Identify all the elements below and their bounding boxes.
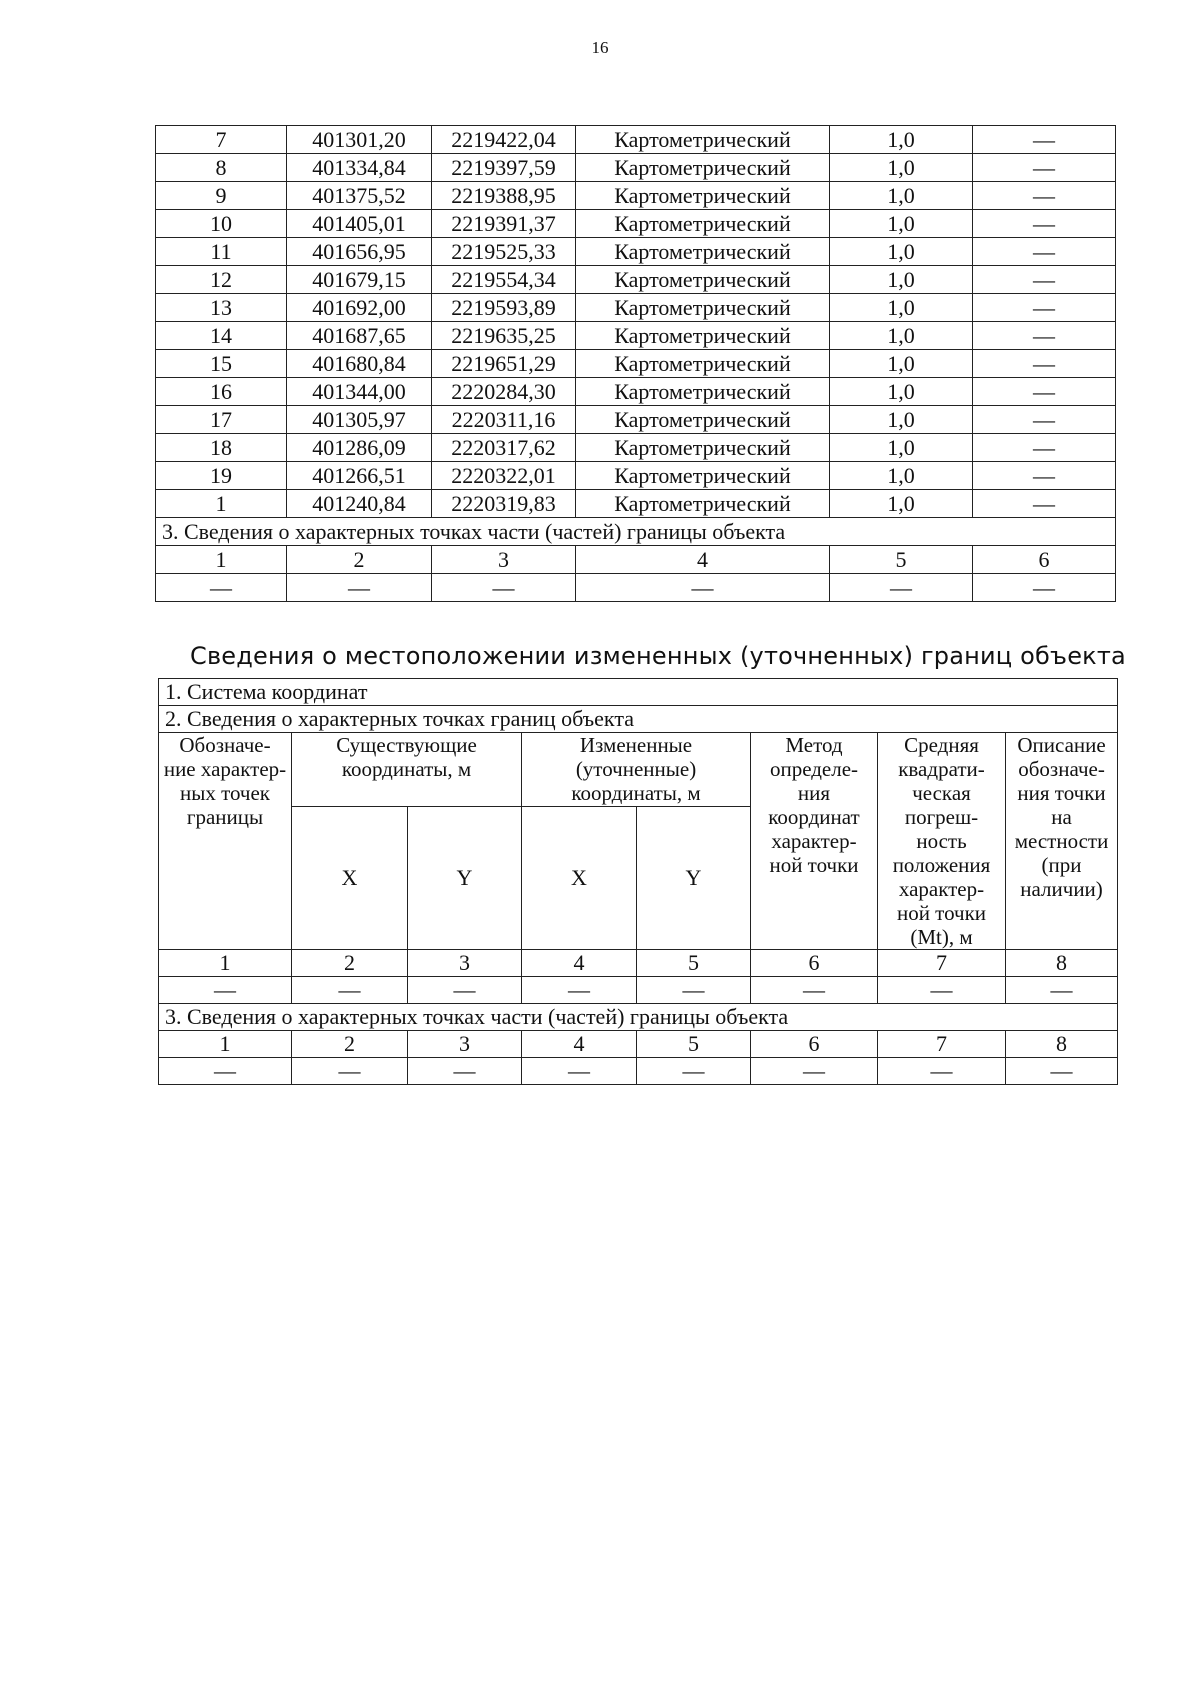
col-number: 8: [1006, 950, 1118, 977]
table-row: [156, 490, 1116, 518]
header-changed-x: X: [522, 807, 637, 950]
col-number: 6: [751, 1031, 878, 1058]
coord-x: 401301,20: [287, 126, 432, 154]
accuracy: 1,0: [830, 182, 973, 210]
empty-row: [159, 977, 1118, 1004]
table-row: [156, 434, 1116, 462]
description: —: [973, 294, 1116, 322]
accuracy: 1,0: [830, 406, 973, 434]
empty-cell: —: [830, 574, 973, 602]
col-number: 7: [878, 1031, 1006, 1058]
header-existing-coords: Существующие координаты, м: [292, 733, 522, 807]
empty-cell: —: [159, 1058, 292, 1085]
method: Картометрический: [576, 182, 830, 210]
table-row: [156, 210, 1116, 238]
description: —: [973, 182, 1116, 210]
description: —: [973, 154, 1116, 182]
coord-x: 401344,00: [287, 378, 432, 406]
coord-x: 401679,15: [287, 266, 432, 294]
description: —: [973, 238, 1116, 266]
table-row: [156, 322, 1116, 350]
part-section-row: 3. Сведения о характерных точках части (частей) границы объекта: [159, 1004, 1118, 1031]
col-number: 3: [408, 950, 522, 977]
table-row: [156, 378, 1116, 406]
col-number: 7: [878, 950, 1006, 977]
description: —: [973, 350, 1116, 378]
description: —: [973, 126, 1116, 154]
description: —: [973, 490, 1116, 518]
method: Картометрический: [576, 462, 830, 490]
accuracy: 1,0: [830, 294, 973, 322]
col-number: 5: [830, 546, 973, 574]
description: —: [973, 462, 1116, 490]
header-existing-x: X: [292, 807, 408, 950]
accuracy: 1,0: [830, 126, 973, 154]
accuracy: 1,0: [830, 490, 973, 518]
empty-cell: —: [408, 977, 522, 1004]
changed-borders-table: [158, 678, 1118, 1085]
part-empty-row: [159, 1058, 1118, 1085]
part-col-numbers-row: [159, 1031, 1118, 1058]
method: Картометрический: [576, 406, 830, 434]
point-number: 12: [156, 266, 287, 294]
coord-y: 2219593,89: [432, 294, 576, 322]
col-number: 4: [522, 950, 637, 977]
empty-cell: —: [751, 977, 878, 1004]
coord-system-row: 1. Система координат: [159, 679, 1118, 706]
coord-y: 2219525,33: [432, 238, 576, 266]
empty-cell: —: [878, 1058, 1006, 1085]
coord-x: 401286,09: [287, 434, 432, 462]
description: —: [973, 266, 1116, 294]
empty-cell: —: [432, 574, 576, 602]
table-row: [156, 154, 1116, 182]
method: Картометрический: [576, 126, 830, 154]
method: Картометрический: [576, 434, 830, 462]
col-number: 1: [159, 950, 292, 977]
table-row: [156, 462, 1116, 490]
coord-x: 401305,97: [287, 406, 432, 434]
empty-cell: —: [156, 574, 287, 602]
empty-cell: —: [1006, 977, 1118, 1004]
header-point-designation: Обозначе- ние характер- ных точек границы: [159, 733, 292, 950]
empty-cell: —: [751, 1058, 878, 1085]
col-number: 2: [292, 1031, 408, 1058]
description: —: [973, 322, 1116, 350]
accuracy: 1,0: [830, 210, 973, 238]
col-number: 1: [156, 546, 287, 574]
accuracy: 1,0: [830, 434, 973, 462]
point-number: 17: [156, 406, 287, 434]
header-mean-error: Средняя квадрати- ческая погреш- ность положения характер- ной точки (Mt), м: [878, 733, 1006, 950]
empty-cell: —: [522, 977, 637, 1004]
table-row: [156, 294, 1116, 322]
col-number: 1: [159, 1031, 292, 1058]
header-description: Описание обозначе- ния точки на местности (при наличии): [1006, 733, 1118, 950]
table-row: [156, 182, 1116, 210]
point-number: 1: [156, 490, 287, 518]
method: Картометрический: [576, 294, 830, 322]
coord-x: 401240,84: [287, 490, 432, 518]
description: —: [973, 378, 1116, 406]
method: Картометрический: [576, 238, 830, 266]
coord-x: 401656,95: [287, 238, 432, 266]
method: Картометрический: [576, 378, 830, 406]
accuracy: 1,0: [830, 322, 973, 350]
empty-cell: —: [1006, 1058, 1118, 1085]
description: —: [973, 406, 1116, 434]
col-number: 5: [637, 950, 751, 977]
description: —: [973, 434, 1116, 462]
point-number: 19: [156, 462, 287, 490]
col-number: 5: [637, 1031, 751, 1058]
table-row: [156, 350, 1116, 378]
empty-cell: —: [973, 574, 1116, 602]
accuracy: 1,0: [830, 378, 973, 406]
col-number: 2: [287, 546, 432, 574]
coord-y: 2219651,29: [432, 350, 576, 378]
accuracy: 1,0: [830, 350, 973, 378]
part-empty-row: [156, 574, 1116, 602]
points-table: [155, 125, 1116, 602]
point-number: 11: [156, 238, 287, 266]
header-changed-coords: Измененные (уточненные) координаты, м: [522, 733, 751, 807]
coord-y: 2220322,01: [432, 462, 576, 490]
col-number: 8: [1006, 1031, 1118, 1058]
coord-y: 2219388,95: [432, 182, 576, 210]
coord-x: 401266,51: [287, 462, 432, 490]
coord-y: 2220284,30: [432, 378, 576, 406]
accuracy: 1,0: [830, 266, 973, 294]
coord-x: 401334,84: [287, 154, 432, 182]
table-row: [156, 266, 1116, 294]
point-number: 18: [156, 434, 287, 462]
part-col-numbers-row: [156, 546, 1116, 574]
empty-cell: —: [408, 1058, 522, 1085]
coord-x: 401375,52: [287, 182, 432, 210]
coord-y: 2219397,59: [432, 154, 576, 182]
col-number: 6: [973, 546, 1116, 574]
coord-x: 401687,65: [287, 322, 432, 350]
coord-y: 2220311,16: [432, 406, 576, 434]
col-number: 3: [408, 1031, 522, 1058]
col-number: 4: [522, 1031, 637, 1058]
method: Картометрический: [576, 350, 830, 378]
accuracy: 1,0: [830, 238, 973, 266]
empty-cell: —: [159, 977, 292, 1004]
empty-cell: —: [637, 977, 751, 1004]
section-title: Сведения о местоположении измененных (уточненных) границ объекта: [190, 642, 1126, 670]
table-row: [156, 126, 1116, 154]
coord-x: 401692,00: [287, 294, 432, 322]
method: Картометрический: [576, 154, 830, 182]
description: —: [973, 210, 1116, 238]
table-row: [156, 238, 1116, 266]
point-number: 15: [156, 350, 287, 378]
method: Картометрический: [576, 322, 830, 350]
empty-cell: —: [878, 977, 1006, 1004]
empty-cell: —: [292, 1058, 408, 1085]
coord-y: 2220317,62: [432, 434, 576, 462]
point-number: 13: [156, 294, 287, 322]
point-number: 10: [156, 210, 287, 238]
empty-cell: —: [522, 1058, 637, 1085]
method: Картометрический: [576, 210, 830, 238]
accuracy: 1,0: [830, 154, 973, 182]
page-number: 16: [591, 38, 609, 57]
points-table-body: [156, 126, 1116, 602]
coord-y: 2219635,25: [432, 322, 576, 350]
coord-x: 401405,01: [287, 210, 432, 238]
col-numbers-row: [159, 950, 1118, 977]
header-method: Метод определе- ния координат характер- ной точки: [751, 733, 878, 950]
empty-cell: —: [287, 574, 432, 602]
point-number: 9: [156, 182, 287, 210]
part-section-row: 3. Сведения о характерных точках части (частей) границы объекта: [156, 518, 1116, 546]
accuracy: 1,0: [830, 462, 973, 490]
method: Картометрический: [576, 266, 830, 294]
point-number: 16: [156, 378, 287, 406]
header-existing-y: Y: [408, 807, 522, 950]
header-changed-y: Y: [637, 807, 751, 950]
col-number: 3: [432, 546, 576, 574]
col-number: 2: [292, 950, 408, 977]
coord-y: 2219554,34: [432, 266, 576, 294]
col-number: 4: [576, 546, 830, 574]
coord-y: 2219422,04: [432, 126, 576, 154]
method: Картометрический: [576, 490, 830, 518]
point-number: 7: [156, 126, 287, 154]
empty-cell: —: [637, 1058, 751, 1085]
empty-cell: —: [292, 977, 408, 1004]
col-number: 6: [751, 950, 878, 977]
coord-y: 2220319,83: [432, 490, 576, 518]
coord-y: 2219391,37: [432, 210, 576, 238]
point-number: 8: [156, 154, 287, 182]
points-section-row: 2. Сведения о характерных точках границ объекта: [159, 706, 1118, 733]
point-number: 14: [156, 322, 287, 350]
table-row: [156, 406, 1116, 434]
coord-x: 401680,84: [287, 350, 432, 378]
empty-cell: —: [576, 574, 830, 602]
